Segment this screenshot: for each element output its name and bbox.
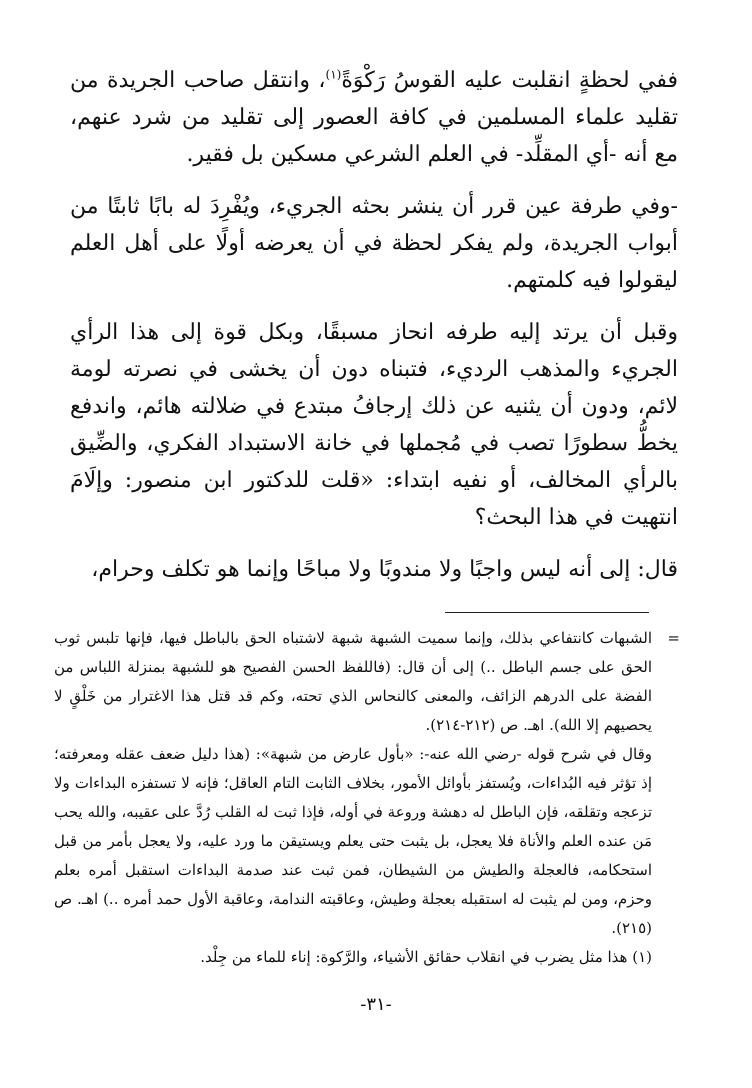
paragraph-1-text: ففي لحظةٍ انقلبت عليه القوسُ رَكْوَةً (341, 68, 678, 93)
paragraph-1 (70, 62, 678, 173)
footnote-1: (١) هذا مثل يضرب في انقلاب حقائق الأشياء، والرَّكوة: إناء للماء من جِلْد. (200, 948, 652, 966)
footnotes (54, 624, 680, 972)
paragraph-4: قال: إلى أنه ليس واجبًا ولا مندوبًا ولا مباحًا وإنما هو تكلف وحرام، (91, 557, 678, 582)
footnote-separator (445, 612, 649, 613)
footnote-reference: (١) (325, 67, 342, 82)
paragraph-2: -وفي طرفة عين قرر أن ينشر بحثه الجريء، ويُفْرِدَ له بابًا ثابتًا من أبواب الجريدة، ولم يفكر لحظة في أن يعرضه أولًا على أهل العلم ليقولوا فيه كلمتهم. (70, 194, 678, 293)
paragraph-1-continuation: ، وانتقل صاحب الجريدة من تقليد علماء المسلمين في كافة العصور إلى تقليد من شرد عنهم، مع أنه -أي المقلِّد- في العلم الشرعي مسكين بل فقير. (70, 68, 678, 167)
paragraph-3: وقبل أن يرتد إليه طرفه انحاز مسبقًا، وبكل قوة إلى هذا الرأي الجريء والمذهب الرديء، فتبناه دون أن يخشى في نصرته لومة لائم، ودون أن يثنيه عن ذلك إرجافُ مبتدع في ضلالته هائم، واندفع يخطُّ سطورًا تصب في مُجملها في خانة الاستبداد الفكري، والضِّيق بالرأي المخالف، أو نفيه ابتداء: «قلت للدكتور ابن منصور: وإلَامَ انتهيت في هذا البحث؟ (70, 320, 678, 530)
main-text (70, 62, 678, 588)
page-number: -٣١- (360, 994, 392, 1015)
footnote-quote: وقال في شرح قوله -رضي الله عنه-: «بأول عارض من شبهة»: (هذا دليل ضعف عقله ومعرفته؛ إذ تؤثر فيه البُداءات، ويُستفز بأوائل الأمور، بخلاف الثابت التام العاقل؛ فإنه لا تستفزه البداءات ولا تزعجه وتقلقه، فإن الباطل له دهشة وروعة في أوله، فإذا ثبت له القلب رُدَّ على عقيبه، والله يحب مَن عنده العلم والأناة فلا يعجل، بل يثبت حتى يعلم ويستيقن ما ورد عليه، ولا يعجل بأمر من قبل استحكامه، فالعجلة والطيش من الشيطان، فمن ثبت عند صدمة البداءات استقبل أمره بعلم وحزم، ومن لم يثبت له استقبله بعجلة وطيش، وعاقبته الندامة، وعاقبة الأول حمد أمره ..) اهـ. ص (٢١٥). (54, 745, 652, 937)
footnote-continuation: الشبهات كانتفاعي بذلك، وإنما سميت الشبهة شبهة لاشتباه الحق بالباطل فيها، فإنها تلبس ثوب الحق على جسم الباطل ..) إلى أن قال: (فاللفظ الحسن الفصيح هو للشبهة بمنزلة اللباس من الفضة على الدرهم الزائف، والمعنى كالنحاس الذي تحته، وكم قد قتل هذا الاغترار من خَلْقٍ لا يحصيهم إلا الله). اهـ. ص (٢١٢-٢١٤). (54, 629, 652, 734)
continuation-marker: = (667, 629, 680, 647)
